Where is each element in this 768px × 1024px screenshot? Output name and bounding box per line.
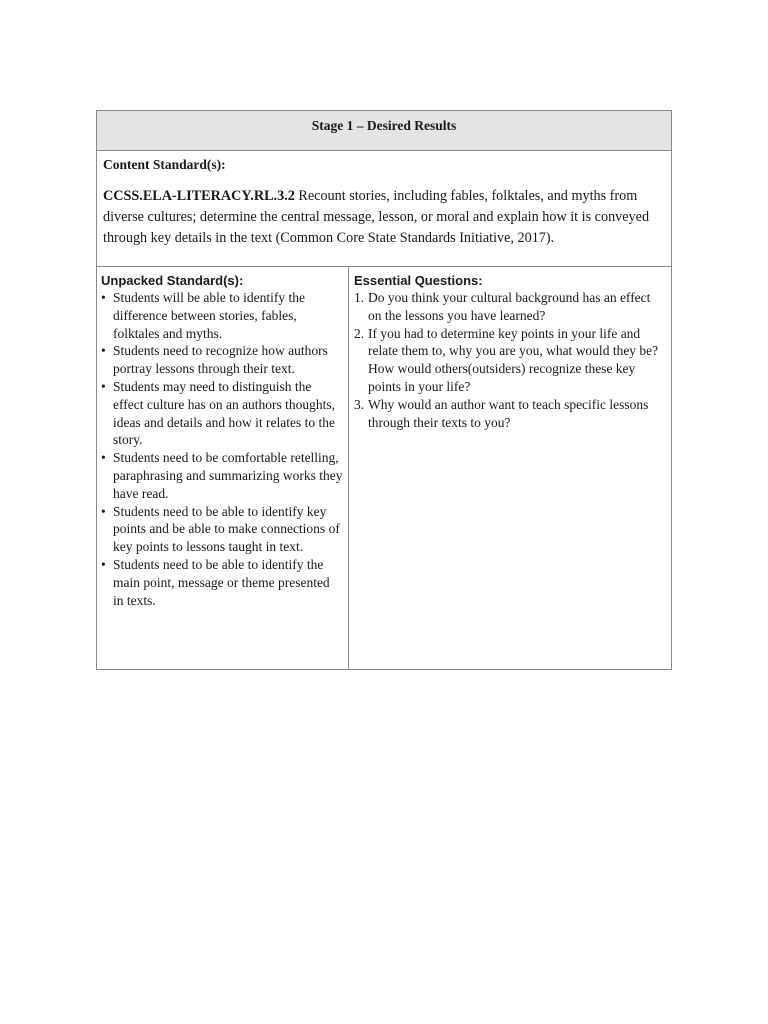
bullet-mark: • [101, 450, 106, 466]
unpacked-standards-cell [97, 267, 349, 669]
content-standard-section [97, 151, 671, 267]
list-item-text: Students will be able to identify the difference between stories, fables, folktales and myths. [113, 290, 305, 341]
standards-questions-row [97, 267, 671, 669]
bullet-mark: • [101, 378, 106, 394]
essential-questions-cell [349, 267, 671, 669]
standard-description: Recount stories, including fables, folktales, and myths from diverse cultures; determine the central message, lesson, or moral and explain how it is conveyed through key details in the text (Common Core State Standards Initiative, 2017). [103, 188, 650, 246]
stage-title: Stage 1 – Desired Results [311, 118, 457, 133]
question-text: If you had to determine key points in your life and relate them to, why you are you, what would they be? How would others(outsiders) recognize these key points in your life? [368, 325, 659, 394]
list-item-text: Students need to be able to identify key points and be able to make connections of key points to lessons taught in text. [113, 503, 340, 555]
question-number: 3. [354, 396, 365, 412]
question-number: 2. [354, 325, 365, 341]
unpacked-standards-list [101, 289, 343, 609]
question-number: 1. [354, 290, 365, 305]
list-item-text: Students need to recognize how authors portray lessons through their text. [113, 343, 328, 377]
unpacked-standards-title: Unpacked Standard(s): [101, 273, 244, 288]
list-item [354, 396, 666, 432]
bullet-mark: • [101, 556, 106, 572]
essential-questions-list [354, 289, 666, 431]
list-item [101, 556, 343, 609]
list-item-text: Students need to be able to identify the main point, message or theme presented in texts. [113, 556, 330, 608]
list-item [354, 325, 666, 396]
bullet-mark: • [101, 343, 106, 359]
list-item [101, 503, 343, 556]
question-text: Do you think your cultural background has an effect on the lessons you have learned? [368, 290, 651, 323]
bullet-mark: • [101, 503, 106, 519]
standard-code: CCSS.ELA-LITERACY.RL.3.2 [103, 188, 295, 204]
list-item-text: Students may need to distinguish the effect culture has on an authors thoughts, ideas and details and how it relates to the story. [113, 378, 336, 448]
bullet-mark: • [101, 290, 106, 305]
list-item [101, 378, 343, 449]
stage-1-table [96, 110, 672, 670]
list-item [101, 289, 343, 342]
stage-header [97, 111, 671, 151]
list-item [354, 289, 666, 325]
content-standard-label: Content Standard(s): [103, 157, 226, 172]
list-item [101, 449, 343, 502]
question-text: Why would an author want to teach specific lessons through their texts to you? [368, 396, 649, 430]
content-standard-text [103, 186, 665, 249]
list-item [101, 342, 343, 378]
essential-questions-title: Essential Questions: [354, 273, 483, 288]
list-item-text: Students need to be comfortable retelling, paraphrasing and summarizing works they have read. [113, 450, 343, 501]
